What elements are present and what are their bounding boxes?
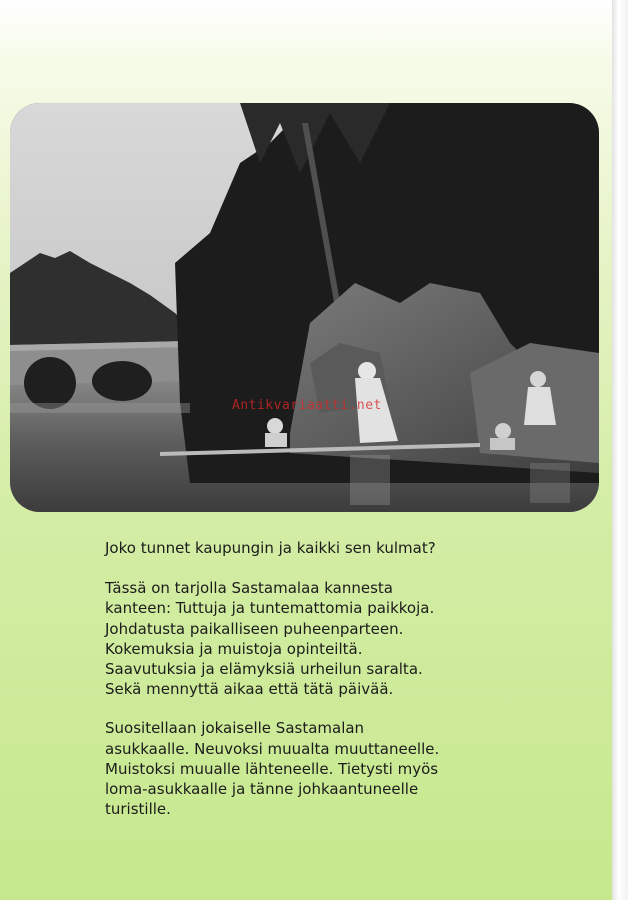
paragraph-1 — [105, 578, 545, 699]
bridge-arch — [92, 361, 152, 401]
historical-photo — [10, 103, 599, 512]
text-line: Suositellaan jokaiselle Sastamalan — [105, 719, 365, 738]
text-line: Johdatusta paikalliseen puheenparteen. — [105, 619, 404, 638]
text-line: Tässä on tarjolla Sastamalaa kannesta — [105, 579, 393, 598]
page-edge — [612, 0, 628, 900]
text-line: Sekä mennyttä aikaa että tätä päivää. — [105, 680, 394, 699]
text-line: kanteen: Tuttuja ja tuntemattomia paikkoja. — [105, 599, 435, 618]
text-line: asukkaalle. Neuvoksi muualta muuttaneelle. — [105, 739, 440, 758]
photo-illustration — [10, 103, 599, 512]
watermark-text: Antikvariaatti.net — [232, 398, 382, 413]
text-line: Kokemuksia ja muistoja opinteiltä. — [105, 639, 363, 658]
text-line: Muistoksi muualle lähteneelle. Tietysti myös — [105, 759, 439, 778]
back-cover-text — [105, 538, 545, 819]
text-line: turistille. — [105, 800, 171, 819]
paragraph-2 — [105, 718, 545, 819]
intro-line: Joko tunnet kaupungin ja kaikki sen kulmat? — [105, 539, 436, 557]
text-line: Saavutuksia ja elämyksiä urheilun saralta. — [105, 660, 423, 679]
text-line: loma-asukkaalle ja tänne johkaantuneelle — [105, 780, 419, 799]
bridge-arch — [24, 357, 76, 409]
